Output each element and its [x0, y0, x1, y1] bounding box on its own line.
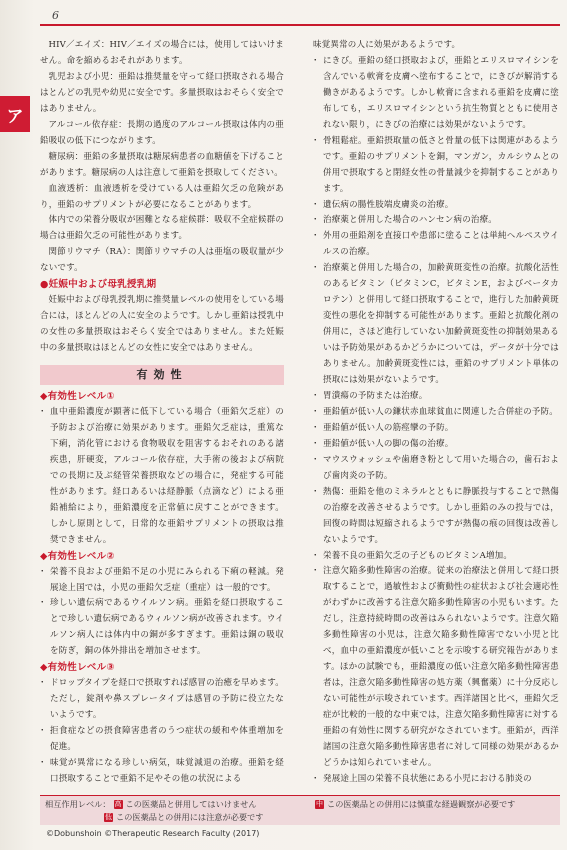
list-item: ・ 栄養不良および亜鉛不足の小児にみられる下痢の軽減。発展途上国では，小児の亜鉛欠乏症（重症）は一般的です。	[40, 565, 284, 597]
list-item: ・ ドロップタイプを経口で摂取すれば感冒の治癒を早めます。ただし，錠剤や鼻スプレータイプは感冒の予防に役立たないようです。	[40, 676, 284, 724]
paragraph-alcohol: アルコール依存症：長期の過度のアルコール摂取は体内の亜鉛吸収の低下につながります。	[40, 119, 284, 146]
interaction-legend	[40, 795, 560, 825]
effectiveness-section-title: 有効性	[40, 365, 284, 385]
legend-high-text: この医薬品と併用してはいけません	[125, 799, 257, 809]
paragraph-malabsorption: 体内での栄養分吸収が困難となる症候群：吸収不全症候群の場合は亜鉛欠乏の可能性があります。	[40, 215, 284, 242]
list-item: ・ 拒食症などの摂食障害患者のうつ症状の緩和や体重増加を促進。	[40, 724, 284, 756]
paragraph-children: 乳児および小児：亜鉛は推奨量を守って経口摂取される場合はとんどの乳児や幼児に安全です。多量摂取はおそらく安全ではありません。	[40, 71, 284, 114]
right-column	[313, 38, 559, 788]
level1-heading: ◆有効性レベル①	[40, 391, 115, 403]
list-item: ・ 栄養不良の亜鉛欠乏の子どものビタミンA増加。	[313, 549, 559, 565]
list-item: ・ にきび。亜鉛の経口摂取および，亜鉛とエリスロマイシンを含んでいる軟膏を皮膚へ塗布することで，にきびが解消する働きがあるようです。しかし軟膏に含まれる亜鉛を皮膚に塗布しても，エリスロマイシンという抗生物質とともに使用されない限り，にきびの治療には効果がないようです。	[313, 54, 559, 134]
copyright: ©Dobunshoin ©Therapeutic Research Faculty (2017)	[46, 829, 260, 838]
list-item: ・ 珍しい遺伝病であるウイルソン病。亜鉛を経口摂取することで珍しい遺伝病であるウィルソン病が改善されます。ウイルソン病人には体内中の銅が多すぎます。亜鉛は銅の吸収を防ぎ，銅の体外排出を増加させます。	[40, 596, 284, 660]
level3-list	[40, 676, 284, 788]
header-rule	[40, 24, 560, 26]
list-item: ・ 治療薬と併用した場合の，加齢黄斑変性の治療。抗酸化活性のあるビタミン（ビタミンC，ビタミンE，およびベータカロテン）と併用して経口摂取することで，進行した加齢黄斑変性の悪化を抑制する可能性があります。亜鉛と抗酸化剤の併用に，さほど進行していない加齢黄斑変性の抑制効果あるいは予防効果があるかどうかについては，データが十分ではありません。加齢黄斑変性には，亜鉛のサプリメント単体の摂取には効果がないようです。	[313, 261, 559, 389]
paragraph-diabetes: 糖尿病：亜鉛の多量摂取は糖尿病患者の血糖値を下げることがあります。糖尿病の人は注意して亜鉛を摂取してください。	[40, 151, 284, 178]
level3-heading: ◆有効性レベル③	[40, 662, 115, 674]
high-level-icon: 高	[114, 800, 122, 808]
list-item: ・ 血中亜鉛濃度が顕著に低下している場合（亜鉛欠乏症）の予防および治療に効果があります。亜鉛欠乏症は，重篤な下痢，消化管における食物吸収を阻害するおそれのある諸疾患，肝硬変，アルコール依存症，大手術の後および病院での長期に及ぶ経管栄養摂取などの場合に，発症する可能性があります。経口あるいは経静脈（点滴など）による亜鉛補給により，亜鉛濃度を正常値に戻すことができます。しかし原則として，日常的な亜鉛サプリメントの摂取は推奨できません。	[40, 405, 284, 549]
list-item: ・ 熱傷：亜鉛を他のミネラルとともに静脈投与することで熱傷の治療を改善させるようです。しかし亜鉛のみの投与では，回復の時間は短縮されるようですが熱傷の痕の回復は改善しないようです。	[313, 485, 559, 549]
legend-medium-text: この医薬品との併用には慎重な経過観察が必要です	[327, 799, 516, 809]
list-item: ・ 骨粗鬆症。亜鉛摂取量の低さと骨量の低下は関連があるようです。亜鉛のサプリメントを銅，マンガン，カルシウムとの併用で摂取すると閉経女性の骨量減少を抑制することがあります。	[313, 134, 559, 198]
page-number: 6	[52, 9, 59, 22]
index-tab[interactable]: ア	[0, 96, 30, 132]
pregnancy-heading: ●妊娠中および母乳授乳期	[40, 279, 157, 291]
level2-list	[40, 565, 284, 661]
legend-label: 相互作用レベル：	[45, 799, 111, 809]
list-item: ・ 亜鉛値が低い人の筋痙攣の予防。	[313, 421, 559, 437]
low-level-icon: 低	[105, 813, 112, 821]
list-item: ・ 注意欠陥多動性障害の治療。従来の治療法と併用して経口摂取することで，過敏性および衝動性の症状および社会適応性がわずかに改善する注意欠陥多動性障害の小児もいます。ただし，注意持続時間の改善はみられないようです。注意欠陥多動性障害の小児は，注意欠陥多動性障害でない小児と比べ，血中の亜鉛濃度が低いことを示唆する研究報告があります。ほかの試験でも，亜鉛濃度の低い注意欠陥多動性障害患者は，注意欠陥多動性障害の処方薬（興奮薬）に十分反応しない可能性が示唆されています。西洋諸国と比べ，亜鉛欠乏症が比較的一般的な中東では，注意欠陥多動性障害に対する亜鉛の有効性に関する研究がなされています。亜鉛が，西洋諸国の注意欠陥多動性障害患者に対して同様の効果があるかどうかは知られていません。	[313, 564, 559, 771]
list-item: ・ 味覚が異常になる珍しい病気，味覚減退の治療。亜鉛を経口摂取することで亜鉛不足やその他の状況による	[40, 756, 284, 788]
list-item: ・ 亜鉛値が低い人の鎌状赤血球貧血に関連した合併症の予防。	[313, 405, 559, 421]
left-column	[40, 38, 284, 788]
list-item: ・ 遺伝病の腸性肢端皮膚炎の治療。	[313, 198, 559, 214]
level1-list	[40, 405, 284, 549]
list-item: ・ 外用の亜鉛剤を直接口や患部に塗ることは単純ヘルペスウイルスの治療。	[313, 229, 559, 261]
list-item: ・ 治療薬と併用した場合のハンセン病の治療。	[313, 213, 559, 229]
level2-heading: ◆有効性レベル②	[40, 550, 115, 562]
legend-row-low	[104, 812, 263, 823]
level3-list-continued	[313, 54, 559, 788]
paragraph-dialysis: 血液透析：血液透析を受けている人は亜鉛欠乏の危険があり，亜鉛のサプリメントが必要になることがあります。	[40, 183, 284, 210]
legend-row-medium	[315, 799, 515, 810]
list-item: ・ 発展途上国の栄養不良状態にある小児における肺炎の	[313, 772, 559, 788]
paragraph-pregnancy: 妊娠中および母乳授乳期に推奨量レベルの使用をしている場合には，ほとんどの人に安全のようです。しかし亜鉛は授乳中の女性の多量摂取はおそらく安全ではありません。また妊娠中の多量摂取はほとんどの女性に安全ではありません。	[40, 295, 284, 354]
legend-row-high	[45, 799, 257, 810]
list-item: ・ 亜鉛値が低い人の脚の傷の治療。	[313, 437, 559, 453]
list-item: ・ 胃潰瘍の予防または治療。	[313, 389, 559, 405]
legend-low-text: この医薬品との併用には注意が必要です	[116, 812, 264, 822]
medium-level-icon: 中	[316, 800, 323, 808]
list-item: ・ マウスウォッシュや歯磨き粉として用いた場合の，歯石および歯肉炎の予防。	[313, 453, 559, 485]
continued-text: 味覚異常の人に効果があるようです。	[313, 40, 461, 50]
paragraph-hiv: HIV／エイズ：HIV／エイズの場合には，使用してはいけません。命を縮めるおそれがあります。	[40, 40, 284, 66]
paragraph-ra: 関節リウマチ（RA）：関節リウマチの人は亜塩の吸収量が少ないです。	[40, 247, 284, 274]
